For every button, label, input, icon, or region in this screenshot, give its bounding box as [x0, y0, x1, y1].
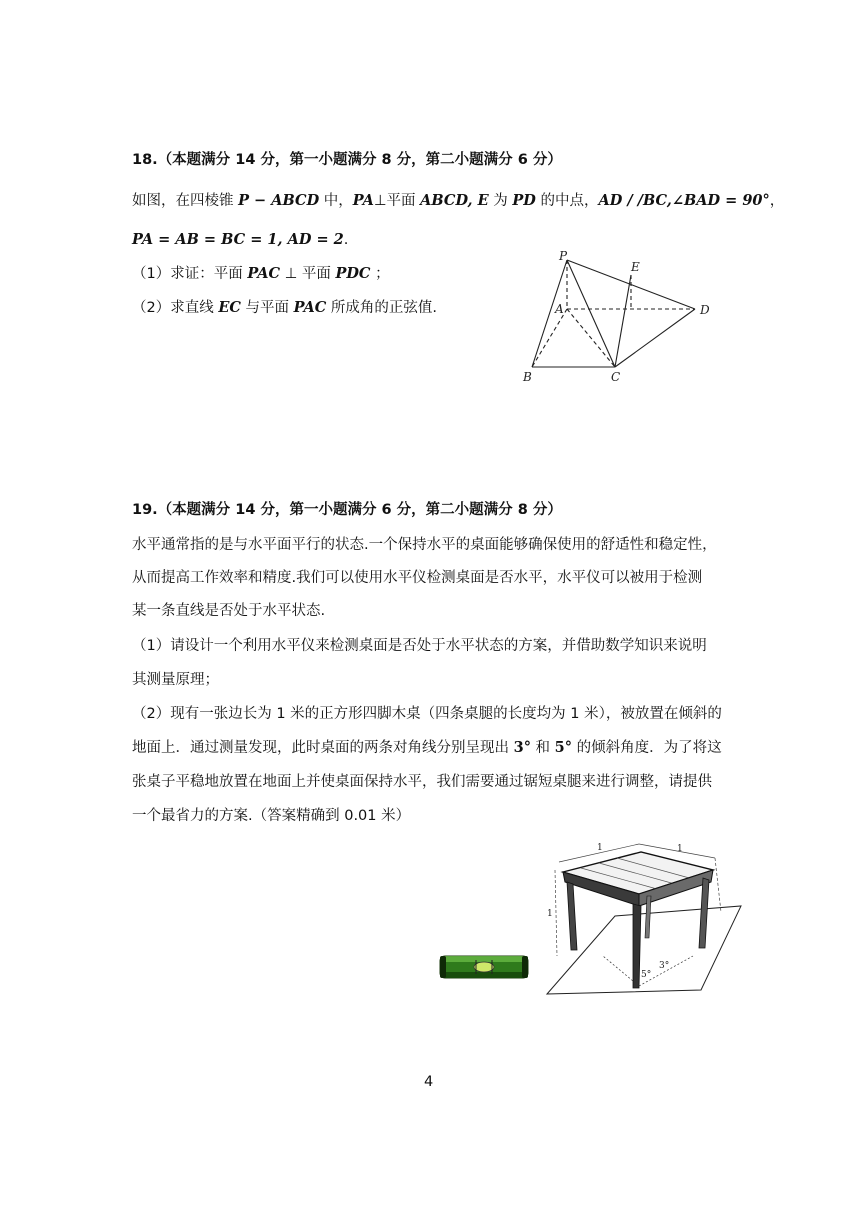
dim-top-1: 1: [597, 843, 603, 853]
table-illustration: [543, 838, 743, 1000]
q19-part2-line2: 地面上．通过测量发现，此时桌面的两条对角线分别呈现出 3° 和 5° 的倾斜角度．为了将这: [132, 739, 722, 756]
page-number: 4: [424, 1074, 434, 1090]
angle-3-label: 3°: [659, 961, 670, 971]
spirit-level-illustration: [438, 950, 530, 984]
label-D: D: [700, 303, 710, 317]
pyramid-figure: [515, 250, 725, 390]
q18-stem-line1: 如图，在四棱锥 P − ABCD 中，PA⊥平面 ABCD, E 为 PD 的中点，AD / /BC,∠BAD = 90°，: [132, 192, 785, 209]
q19-heading: 19.（本题满分 14 分，第一小题满分 6 分，第二小题满分 8 分）: [132, 502, 562, 518]
q19-line3: 某一条直线是否处于水平状态.: [132, 603, 326, 619]
q18-heading: 18.（本题满分 14 分，第一小题满分 8 分，第二小题满分 6 分）: [132, 152, 562, 168]
q18-part2: （2）求直线 EC 与平面 PAC 所成角的正弦值.: [132, 299, 438, 316]
q18-stem-line2: PA = AB = BC = 1, AD = 2.: [132, 231, 349, 248]
label-P: P: [559, 250, 568, 263]
q19-part2-line1: （2）现有一张边长为 1 米的正方形四脚木桌（四条桌腿的长度均为 1 米），被放置在倾斜的: [132, 706, 722, 722]
label-E: E: [631, 260, 640, 274]
q19-part2-line4: 一个最省力的方案.（答案精确到 0.01 米）: [132, 808, 411, 824]
dim-top-2: 1: [677, 844, 683, 854]
q19-line1: 水平通常指的是与水平面平行的状态.一个保持水平的桌面能够确保使用的舒适性和稳定性，: [132, 537, 717, 553]
q19-line2: 从而提高工作效率和精度.我们可以使用水平仪检测桌面是否水平，水平仪可以被用于检测: [132, 570, 703, 586]
angle-5-label: 5°: [641, 970, 652, 980]
q19-part1-line2: 其测量原理；: [132, 672, 219, 688]
q18-part1: （1）求证：平面 PAC ⊥ 平面 PDC ；: [132, 265, 390, 282]
label-C: C: [611, 370, 621, 384]
q19-part2-line3: 张桌子平稳地放置在地面上并使桌面保持水平，我们需要通过锯短桌腿来进行调整，请提供: [132, 774, 712, 790]
q19-part1-line1: （1）请设计一个利用水平仪来检测桌面是否处于水平状态的方案，并借助数学知识来说明: [132, 638, 707, 654]
dim-side: 1: [547, 909, 553, 919]
label-A: A: [555, 302, 564, 316]
label-B: B: [523, 370, 532, 384]
